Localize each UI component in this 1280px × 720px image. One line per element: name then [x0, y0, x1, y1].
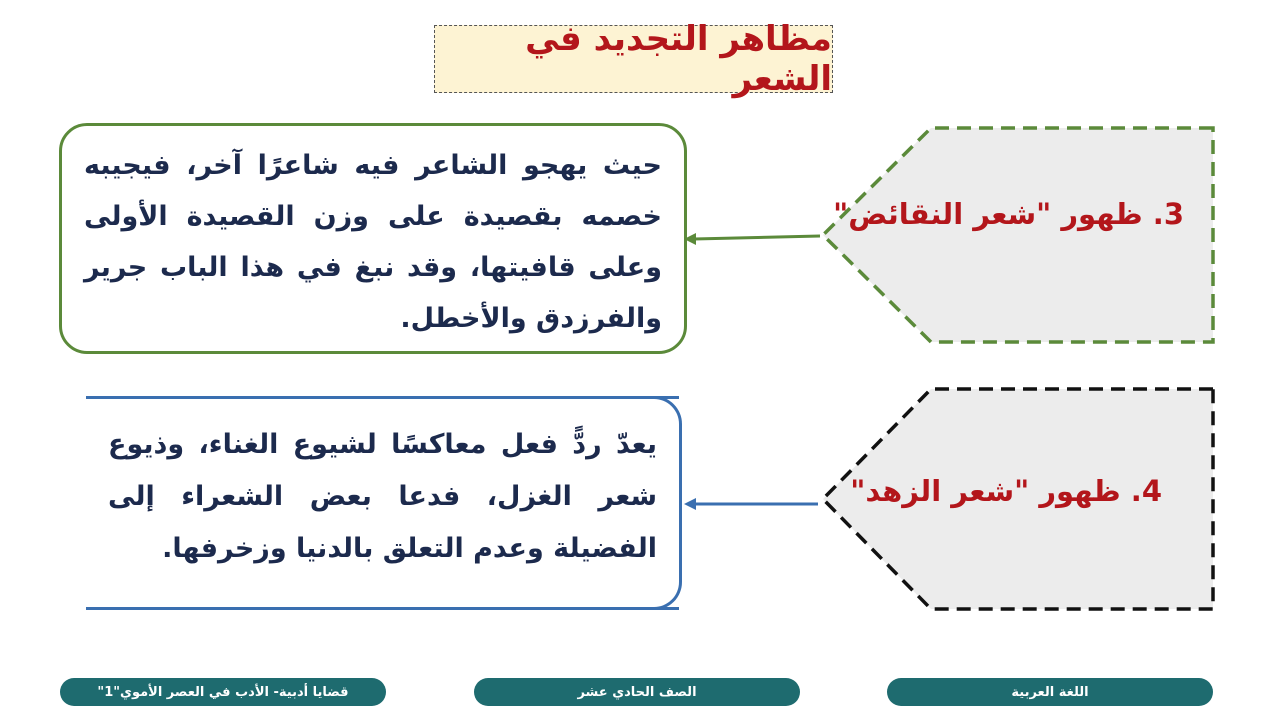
footer-course: قضايا أدبية- الأدب في العصر الأموي"1"	[60, 678, 386, 706]
page-title: مظاهر التجديد في الشعر	[525, 19, 832, 99]
arrow-left-icon	[680, 492, 825, 517]
description-box-4	[86, 396, 682, 610]
item-label-3: 3. ظهور "شعر النقائض"	[833, 197, 1184, 231]
description-text-4: يعدّ ردًّ فعل معاكسًا لشيوع الغناء، وذيوع شعر الغزل، فدعا بعض الشعراء إلى الفضيلة وعدم التعلق بالدنيا وزخرفها.	[108, 429, 657, 564]
footer-subject: اللغة العربية	[887, 678, 1213, 706]
description-text-3: حيث يهجو الشاعر فيه شاعرًا آخر، فيجيبه خصمه بقصيدة على وزن القصيدة الأولى وعلى قافيتها، وقد نبغ في هذا الباب جرير والفرزدق والأخطل.	[84, 150, 662, 334]
title-box	[434, 19, 833, 99]
arrow-left-icon	[680, 225, 825, 250]
description-box-3	[59, 123, 687, 354]
item-label-4: 4. ظهور "شعر الزهد"	[850, 474, 1162, 508]
pentagon-shape-3	[818, 124, 1218, 346]
footer-grade: الصف الحادي عشر	[474, 678, 800, 706]
